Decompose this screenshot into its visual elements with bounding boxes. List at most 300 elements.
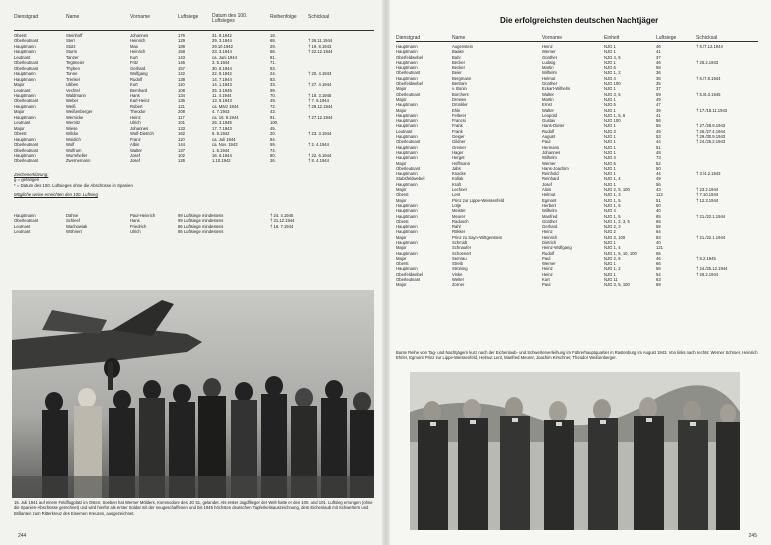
table-cell: 158 [178, 49, 185, 55]
table-cell: 29. 3.1944 [212, 38, 232, 44]
legend-line: g = gefangen [14, 177, 40, 183]
table-cell: Becker [452, 59, 466, 65]
table-cell: Major [396, 96, 407, 102]
table-cell: Oberfeldwebel [396, 81, 424, 87]
table-cell: Hauptmann [396, 59, 418, 65]
table-cell: Manfred [542, 213, 558, 219]
table-cell: † 26./27.4.1944 [696, 128, 726, 134]
table-cell: Rahl [452, 224, 461, 230]
table-cell: 56 [656, 118, 661, 124]
left-table-header [14, 14, 348, 24]
table-cell: Wolfgang [130, 71, 148, 77]
table-cell: † 19. 8.1943 [308, 43, 332, 49]
table-cell: Major [396, 282, 407, 288]
table-cell: NJG 6 [604, 65, 616, 71]
table-cell: Paul [542, 139, 551, 145]
table-cell: Heinz [130, 114, 141, 120]
table-cell: 47 [656, 102, 661, 108]
table-cell [696, 282, 758, 287]
table-cell: † 18. 3.1945 [308, 92, 332, 98]
table-cell: Hans [130, 218, 140, 224]
table-cell: Josef [130, 152, 141, 158]
table-cell: Heinz [542, 266, 553, 272]
table-cell: Major [14, 125, 25, 131]
table-cell: Paul [542, 255, 551, 261]
table-cell: NJG 3, 5 [604, 91, 621, 97]
table-cell: Walter [542, 107, 554, 113]
table-cell: ca. Nov. 1943 [212, 142, 238, 148]
table-cell: Leutnant [14, 120, 31, 126]
table-cell: Leutnant [396, 128, 413, 134]
table-cell: 83. [270, 76, 276, 82]
table-cell: † 20. 4.1943 [308, 71, 332, 77]
table-cell: August [542, 134, 556, 140]
photo-illustration [12, 290, 374, 498]
right-header-firstname: Vorname [542, 35, 563, 41]
table-cell: 49 [656, 96, 661, 102]
legend-line: * = Datum des 100. Luftsieges ohne die Abschüsse in Spanien [14, 182, 133, 188]
table-cell: 136 [178, 98, 185, 104]
table-cell: Hauptmann [396, 102, 418, 108]
table-cell: Johannes [130, 125, 149, 131]
table-cell: Oberleutnant [396, 70, 421, 76]
table-cell: Beier [452, 70, 462, 76]
table-cell: NJG 1 [604, 181, 616, 187]
table-cell: Ludwig [542, 59, 556, 65]
table-cell: Oberfeldwebel [396, 271, 424, 277]
table-cell: Reinhard [542, 176, 559, 182]
table-cell: Hauptmann [14, 152, 36, 158]
table-cell: 137 [178, 147, 185, 153]
table-cell: Wurmheller [66, 152, 88, 158]
table-cell: Sturm [66, 49, 78, 55]
table-cell: NJG 1, 6 [604, 202, 621, 208]
table-cell: Vinke [452, 271, 463, 277]
table-cell: Weißenberger [66, 109, 93, 115]
table-cell: Dähne [66, 213, 79, 218]
table-cell: Theodor [130, 109, 146, 115]
night-fighters-title: Die erfolgreichsten deutschen Nachtjäger [500, 16, 659, 25]
table-cell: Major [14, 82, 25, 88]
table-cell: 65 [656, 213, 661, 219]
table-cell: Hauptmann [396, 202, 418, 208]
table-cell: Wiese [66, 125, 78, 131]
table-cell: † 7.10.1944 [696, 192, 719, 198]
table-cell: 91. [270, 114, 276, 120]
table-cell: Helmut [542, 192, 556, 198]
table-cell: Oberst [396, 261, 409, 267]
table-cell: 117 [178, 114, 185, 120]
table-cell: NJG 3, 100 [604, 234, 626, 240]
table-cell: Hauptmann [396, 44, 418, 49]
table-cell: Ubben [66, 82, 79, 88]
table-cell: 4. 7.1943 [212, 109, 230, 115]
table-cell: 51 [656, 197, 661, 203]
table-cell: Tegtmeier [66, 60, 85, 66]
table-cell: Baake [452, 49, 464, 55]
table-cell: Waldmann [66, 92, 86, 98]
table-cell: NJG 1, 5 [604, 197, 621, 203]
table-cell: † 5./6.3.1945 [696, 91, 721, 97]
table-cell: Ulrich [130, 120, 141, 126]
table-cell: † 21./22.1.1944 [696, 234, 726, 240]
table-cell: Schnaufer [452, 245, 472, 251]
table-cell: Karl-Heinz [130, 98, 150, 104]
table-cell: Wilhelm [542, 155, 557, 161]
table-cell: 51 [656, 144, 661, 150]
table-cell: 157 [178, 65, 185, 71]
table-cell: Rökker [452, 229, 466, 235]
table-cell: 99 Luftsiege mindestens [178, 218, 224, 224]
table-cell: Frank [452, 128, 463, 134]
table-cell: 49. [270, 98, 276, 104]
table-cell: Oberleutnant [396, 139, 421, 145]
table-cell: 101 [178, 120, 185, 126]
table-cell: † 2. 4.1944 [308, 142, 329, 148]
table-cell: Gerhard [130, 65, 146, 71]
table-cell: 35 [656, 81, 661, 87]
table-cell: 23. 3.1944 [212, 49, 232, 55]
table-cell: v. Bonin [452, 86, 467, 92]
table-cell: Borchers [452, 91, 469, 97]
table-cell: Wilhelm [542, 208, 557, 214]
table-cell: Herget [452, 155, 465, 161]
rastenburg-group-photo [410, 372, 740, 530]
table-cell: Hauptmann [14, 92, 36, 98]
table-cell: Egmont [542, 197, 557, 203]
table-cell: NJG 1, 2 [604, 70, 621, 76]
table-cell: Lent [452, 192, 461, 198]
table-cell: Bernhard [130, 87, 148, 93]
left-header-victories: Luftsiege [178, 14, 199, 20]
table-cell: Heinz-Wolfgang [542, 245, 572, 251]
table-cell: 64 [656, 229, 661, 235]
table-cell: † 26.2.1944 [696, 271, 719, 277]
table-cell: Fritz [130, 60, 139, 66]
table-cell: 86 Luftsiege mindestens [178, 223, 224, 229]
table-cell: Hauptmann [396, 213, 418, 219]
table-cell: 66. [270, 49, 276, 55]
table-cell: 3. 5.1944 [212, 60, 230, 66]
table-cell: Josef [130, 158, 141, 164]
table-cell: 121 [178, 103, 185, 109]
table-cell: Hauptmann [396, 49, 418, 55]
table-cell: † 24. 4.1945 [270, 213, 294, 218]
right-header-name: Name [452, 35, 466, 41]
table-cell: 129 [178, 38, 185, 44]
table-cell: ca. 16. 9.1944 [212, 114, 239, 120]
table-cell: 122 [178, 71, 185, 77]
table-cell: Hauptmann [14, 114, 36, 120]
table-cell: NJG 2, 3 [604, 224, 621, 230]
table-cell [270, 229, 330, 234]
left-photo-caption: 15. Juli 1941 auf einem Feldflugplatz im Osten: Soeben hat Werner Mölders, Kommodore des JG 51, gelandet. Als erster Jagdflieger der Welt hatte er den 100. und 101. Luftsieg errungen (ohne die Spanien-Abschüsse gerechnet) und wird hierfür als erster Soldat mit der neugeschaffenen und bis 1945 höchsten deutschen Tapferkeitsauszeichnung, dem Eichenlaub mit Schwertern und Brillanten zum Ritterkreuz des Eisernen Kreuzes, ausgezeichnet. [14, 500, 373, 516]
table-cell: Hauptmann [14, 103, 36, 109]
table-cell: Hauptmann [396, 224, 418, 230]
right-page [386, 0, 771, 545]
table-cell: NJG 4 [604, 208, 616, 214]
table-cell: Johannes [542, 149, 561, 155]
table-cell: NJG 1 [604, 139, 616, 145]
table-cell: Meurer [452, 213, 466, 219]
table-cell: Wernicke [66, 114, 84, 120]
table-cell: † 23.2.1944 [696, 187, 719, 193]
table-cell: 84. [270, 136, 276, 142]
table-cell: Hauptmann [396, 123, 418, 129]
table-cell: 59 [656, 282, 661, 288]
table-cell: 26. 3.1945 [212, 120, 232, 126]
table-cell: 59 [656, 91, 661, 97]
table-cell: 58 [656, 65, 661, 71]
table-cell: Johannes [130, 33, 149, 38]
table-cell: Gildner [452, 139, 466, 145]
table-cell: Rudolf [130, 76, 143, 82]
table-cell: 102 [178, 152, 185, 158]
table-cell: Zwernemann [66, 158, 91, 164]
table-cell: 39 [656, 107, 661, 113]
table-cell: NJG 1, 5 [604, 213, 621, 219]
table-cell: 58 [656, 224, 661, 230]
table-cell: 189 [178, 43, 185, 49]
table-cell: 36 [656, 70, 661, 76]
table-cell: Frank [452, 123, 463, 129]
table-cell: 110 [178, 136, 185, 142]
table-cell: Schmidt [452, 239, 468, 245]
table-cell: Hans-Dieter [542, 123, 565, 129]
table-cell: Rudolf [542, 250, 555, 256]
table-cell: Tonne [66, 71, 78, 77]
table-cell: Knacke [452, 171, 466, 177]
table-cell: 143 [178, 54, 185, 60]
table-cell: NJG 1, 4 [604, 245, 621, 251]
table-cell: 41 [656, 112, 661, 118]
table-cell: Major [396, 255, 407, 261]
table-cell: Herbert [542, 202, 556, 208]
table-cell: Hauptmann [396, 144, 418, 150]
table-cell: Prinz zur Lippe-Weissenfeld [452, 197, 505, 203]
table-cell: 74. [270, 147, 276, 153]
table-cell: NJG 1 [604, 96, 616, 102]
table-cell: 46 [656, 255, 661, 261]
left-legend [14, 172, 374, 198]
table-cell: 40 [656, 239, 661, 245]
table-cell: Hauptmann [396, 149, 418, 155]
table-cell: 50 [656, 202, 661, 208]
table-cell: Heinz [542, 271, 553, 277]
table-cell: Friedrich [130, 223, 147, 229]
moelders-landing-photo [12, 290, 374, 498]
table-cell: 29. [270, 43, 276, 49]
table-cell: Hauptmann [396, 134, 418, 140]
table-cell: 121 [656, 245, 663, 251]
table-cell: NJG 4 [604, 155, 616, 161]
table-cell: Hauptmann [14, 43, 36, 49]
table-cell: 81. [270, 54, 276, 60]
table-cell: Sterr [66, 38, 76, 44]
table-cell: NJG 1 [604, 165, 616, 171]
table-row [14, 158, 354, 163]
table-cell: 20. [270, 131, 276, 137]
table-cell: NJG 1, 4 [604, 176, 621, 182]
legend-title: Zeichenerklärung: [14, 172, 49, 177]
table-cell: NJG 4, 6 [604, 54, 621, 60]
table-cell: Weber [66, 98, 79, 104]
table-cell: 29.10.1942 [212, 43, 233, 49]
table-cell: † 24./25.12.1944 [696, 266, 728, 272]
table-cell: † 26.11.1944 [308, 38, 333, 44]
table-cell: 33. [270, 82, 276, 88]
table-cell: † 17./18.11.1943 [696, 107, 728, 113]
table-cell: NJG 2 [604, 229, 616, 235]
table-cell: NJG 1, 5, 6 [604, 112, 626, 118]
table-cell: NJG 100 [604, 81, 621, 87]
table-cell: 45 [656, 128, 661, 134]
table-cell: Strüning [452, 266, 468, 272]
table-cell: 134 [178, 92, 185, 98]
right-page-number: 245 [748, 533, 757, 539]
table-cell: 46 [656, 44, 661, 49]
table-cell: Paul-Heinrich [130, 213, 156, 218]
table-cell: 126 [178, 158, 185, 164]
table-cell: Oberst [396, 218, 409, 224]
table-cell: Thyben [66, 65, 80, 71]
table-cell: Heinz [542, 44, 553, 49]
table-cell: Hauptmann [396, 229, 418, 235]
table-cell: NJG 1 [604, 107, 616, 113]
table-cell: Leutnant [14, 223, 31, 229]
table-cell: Schleef [66, 218, 80, 224]
table-cell: NJG 1 [604, 49, 616, 55]
table-cell: 208 [178, 109, 185, 115]
table-cell: ca. März 1944 [212, 103, 239, 109]
table-cell: 54 [656, 271, 661, 277]
table-cell: Hauptmann [396, 112, 418, 118]
table-cell: Walter [130, 147, 142, 153]
table-cell: Oberleutnant [14, 98, 39, 104]
table-cell: † 12.3.1944 [696, 197, 719, 203]
table-cell: 45. [270, 125, 276, 131]
table-cell: 63 [656, 277, 661, 283]
table-cell: 30. 8.1944 [212, 65, 232, 71]
table-cell: NJG 3, 5, 100 [604, 282, 630, 288]
table-cell: Hauptmann [14, 71, 36, 77]
table-cell: Oberleutnant [14, 218, 39, 224]
right-header-rule [396, 41, 758, 42]
right-header-rank: Dienstgrad [396, 35, 421, 41]
night-fighters-table [396, 44, 758, 288]
table-cell: 50 [656, 165, 661, 171]
table-cell: NJG 1 [604, 123, 616, 129]
table-cell: 22. 8.1942 [212, 71, 232, 77]
table-cell: Wolfrum [66, 147, 82, 153]
table-cell: Kurt [130, 54, 138, 60]
table-cell: 65 [656, 218, 661, 224]
table-cell: NJG 1, 2, 3, 5 [604, 218, 630, 224]
table-cell: Geiger [452, 134, 465, 140]
table-cell: Gerhard [542, 224, 558, 230]
table-cell: NJG 1, 3 [604, 192, 621, 198]
table-cell: Hauptmann [396, 155, 418, 161]
table-cell: 37 [656, 86, 661, 92]
table-cell: NJG 4 [604, 75, 616, 81]
table-cell: NJG 1 [604, 171, 616, 177]
table-cell: † 27.12.1944 [308, 114, 333, 120]
table-cell: 133 [178, 125, 185, 131]
table-cell: Stabsfeldwebel [396, 176, 425, 182]
table-cell: Franz [130, 136, 141, 142]
table-cell: Oberst [14, 33, 27, 38]
table-cell: 14. 7.1944 [212, 76, 232, 82]
table-cell: 55 [656, 123, 661, 129]
table-cell: 25. 3.1945 [212, 87, 232, 93]
table-cell: Welter [452, 277, 465, 283]
table-cell: Wernitz [66, 120, 81, 126]
table-cell: † 26.2.1943 [696, 59, 719, 65]
table-cell: ca. Juni 1944 [212, 54, 237, 60]
table-cell: Drewes [452, 96, 467, 102]
table-cell: Heinrich [542, 234, 558, 240]
table-cell: 44 [656, 139, 661, 145]
table-cell: Zorner [452, 282, 465, 288]
table-cell: Jabs [452, 165, 461, 171]
table-cell: Oberleutnant [396, 165, 421, 171]
table-cell: Major [396, 187, 407, 193]
table-cell: NJG 1 [604, 59, 616, 65]
table-cell: † 8. 4.1944 [308, 158, 329, 164]
left-page-number: 244 [18, 533, 27, 539]
table-cell: † 16. 7.1944 [270, 223, 294, 229]
table-cell: 73 [656, 155, 661, 161]
table-cell: 59. [270, 142, 276, 148]
table-cell: 70. [270, 92, 276, 98]
table-cell: Hauptmann [14, 76, 36, 82]
table-cell: 146 [178, 60, 185, 66]
table-cell: Werner [542, 261, 556, 267]
table-cell: Major [396, 234, 407, 240]
table-cell: Augenstein [452, 44, 473, 49]
table-cell: Oberleutnant [14, 38, 39, 44]
table-cell: Hauptmann [396, 118, 418, 124]
table-cell: NJG 3 [604, 128, 616, 134]
possible-title: Mögliche weise erreichten den 100. Luftsieg [14, 192, 98, 198]
table-cell: 86 Luftsiege mindestens [178, 229, 224, 235]
table-cell: Vechtel [66, 87, 80, 93]
table-cell: Wöhnert [66, 229, 82, 235]
table-cell: Prinz zu Sayn-Wittgenstein [452, 234, 503, 240]
table-cell: Stotz [66, 43, 76, 49]
table-cell: Oberleutnant [14, 142, 39, 148]
table-cell: Fellerer [452, 112, 467, 118]
table-cell: Hauptmann [396, 250, 418, 256]
table-cell: Hauptmann [396, 65, 418, 71]
book-gutter [382, 0, 390, 545]
table-cell: Oberleutnant [14, 147, 39, 153]
table-cell: Hauptmann [14, 213, 36, 218]
table-cell: † 7. 6.1944 [308, 98, 329, 104]
table-row [396, 282, 758, 287]
right-header-fate: Schicksal [696, 35, 718, 41]
table-cell: 176 [178, 33, 185, 38]
table-cell: Martin [542, 65, 554, 71]
left-header-fate: Schicksal [308, 14, 330, 20]
table-cell: 49 [656, 176, 661, 182]
table-cell: † 24./25.2.1943 [696, 139, 726, 145]
table-cell: † 29./30.9.1943 [696, 134, 726, 140]
table-cell: Bergmann [452, 75, 472, 81]
table-cell: ca. Juli 1944 [212, 136, 236, 142]
table-cell: Hauptmann [396, 75, 418, 81]
table-cell: NJG 5 [604, 160, 616, 166]
